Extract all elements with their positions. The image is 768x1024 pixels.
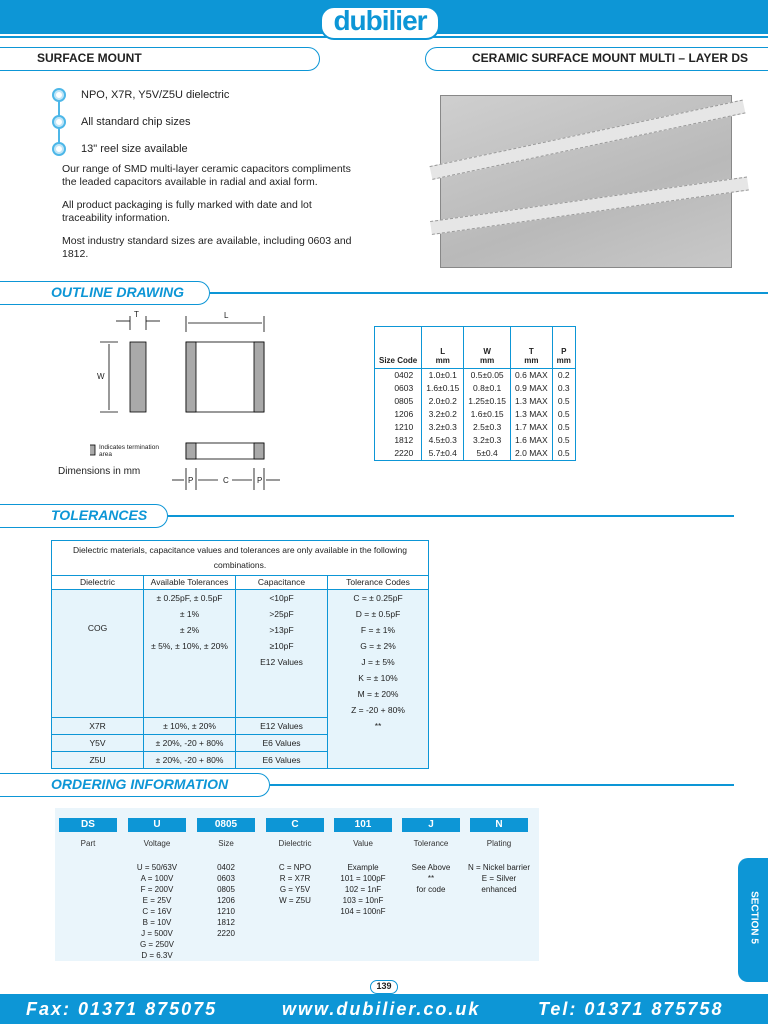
- tolerances-intro: Dielectric materials, capacitance values and tolerances are only available in the following combinations.: [72, 545, 408, 570]
- order-option: W = Z5U: [279, 896, 311, 905]
- order-option: 103 = 10nF: [342, 896, 384, 905]
- dimension-l-label: L: [224, 311, 229, 320]
- tolerances-section-title: TOLERANCES: [0, 504, 168, 528]
- dimension-t-label: T: [134, 310, 139, 319]
- order-code-box: 101: [334, 818, 392, 832]
- reel-tape-image: [430, 177, 749, 235]
- order-option: U = 50/63V: [136, 863, 178, 872]
- order-column: [395, 838, 467, 895]
- order-code-box: U: [128, 818, 186, 832]
- order-option: E = 25V: [142, 896, 172, 905]
- table-row: 0805 2.0±0.2 1.25±0.15 1.3 MAX 0.5: [375, 395, 576, 408]
- order-option: G = 250V: [139, 940, 175, 949]
- table-header: Tolerance Codes: [328, 576, 429, 590]
- section-tab-label: SECTION 5: [748, 891, 760, 944]
- order-option: E = Silver: [481, 874, 517, 883]
- table-header: L mm: [422, 327, 464, 369]
- table-header-row: [375, 327, 576, 369]
- order-option: enhanced: [481, 885, 517, 894]
- table-header: T mm: [511, 327, 553, 369]
- table-header: Available Tolerances: [144, 576, 236, 590]
- header-left-title: SURFACE MOUNT: [0, 47, 320, 71]
- table-header: W mm: [464, 327, 511, 369]
- order-option: B = 10V: [142, 918, 172, 927]
- bullet-item: NPO, X7R, Y5V/Z5U dielectric: [52, 86, 229, 113]
- footer-website: www.dubilier.co.uk: [282, 999, 481, 1019]
- brand-logo: dubilier: [320, 6, 440, 40]
- dimension-c-label: C: [223, 476, 229, 485]
- table-row: 1812 4.5±0.3 3.2±0.3 1.6 MAX 0.5: [375, 434, 576, 447]
- order-code-box: J: [402, 818, 460, 832]
- footer-fax: Fax: 01371 875075: [26, 999, 218, 1019]
- order-option: See Above: [411, 863, 451, 872]
- order-option: N = Nickel barrier: [467, 863, 530, 872]
- dimensions-table: [374, 326, 576, 461]
- bullet-item: 13" reel size available: [52, 140, 229, 167]
- order-option: 1812: [217, 918, 235, 927]
- section-rule: [270, 784, 734, 786]
- dimensions-note: Dimensions in mm: [58, 466, 141, 477]
- header-right-title: CERAMIC SURFACE MOUNT MULTI – LAYER DS: [425, 47, 768, 71]
- page-number: 139: [370, 980, 398, 994]
- table-header: Capacitance: [236, 576, 328, 590]
- order-option: for code: [416, 885, 446, 894]
- order-column: [259, 838, 331, 906]
- order-option: A = 100V: [140, 874, 174, 883]
- section-rule: [210, 292, 768, 294]
- order-code-box: N: [470, 818, 528, 832]
- traceability-paragraph: All product packaging is fully marked with date and lot traceability information.: [62, 199, 312, 224]
- order-code-box: C: [266, 818, 324, 832]
- bullet-dot-icon: [52, 115, 66, 129]
- dimension-p-label: P: [257, 476, 263, 485]
- order-caption: Size: [218, 839, 234, 848]
- bullet-dot-icon: [52, 88, 66, 102]
- intro-paragraph: Our range of SMD multi-layer ceramic capacitors compliments the leaded capacitors available in radial and axial form.: [62, 163, 351, 188]
- order-option: 1206: [217, 896, 235, 905]
- order-option: **: [427, 874, 435, 883]
- order-option: 2220: [217, 929, 235, 938]
- order-code-box: 0805: [197, 818, 255, 832]
- product-photo: [440, 95, 732, 268]
- tolerances-table: [51, 540, 429, 769]
- order-caption: Plating: [486, 839, 512, 848]
- table-row: 2220 5.7±0.4 5±0.4 2.0 MAX 0.5: [375, 447, 576, 461]
- table-row: Y5V ± 20%, -20 + 80% E6 Values: [52, 735, 429, 752]
- bullet-item: All standard chip sizes: [52, 113, 229, 140]
- footer-phone: Tel: 01371 875758: [538, 999, 724, 1019]
- table-row: Z5U ± 20%, -20 + 80% E6 Values: [52, 752, 429, 769]
- order-option: C = NPO: [278, 863, 312, 872]
- table-row: COG ± 0.25pF, ± 0.5pF ± 1% ± 2% ± 5%, ± 10%, ± 20% <10pF >25pF >13pF ≥10pF E12 Values C = ± 0.25pF D = ± 0.5pF F = ± 1% G = ± 2% J = ± 5% K = ± 10% M = ± 20% Z = -20 + 80% **: [52, 590, 429, 718]
- table-row: 1210 3.2±0.3 2.5±0.3 1.7 MAX 0.5: [375, 421, 576, 434]
- order-caption: Tolerance: [413, 839, 449, 848]
- order-option: 0805: [217, 885, 235, 894]
- table-header-row: [52, 576, 429, 590]
- order-option: 0603: [217, 874, 235, 883]
- order-column: [190, 838, 262, 939]
- sizes-paragraph: Most industry standard sizes are available, including 0603 and 1812.: [62, 235, 352, 260]
- order-caption: Dielectric: [278, 839, 312, 848]
- order-option: J = 500V: [141, 929, 173, 938]
- footer-bar: [0, 994, 768, 1024]
- order-caption: Voltage: [143, 839, 171, 848]
- order-option: R = X7R: [279, 874, 311, 883]
- table-row: 0603 1.6±0.15 0.8±0.1 0.9 MAX 0.3: [375, 382, 576, 395]
- order-option: Example: [347, 863, 379, 872]
- order-option: C = 16V: [142, 907, 172, 916]
- order-option: F = 200V: [140, 885, 174, 894]
- order-option: 101 = 100pF: [340, 874, 386, 883]
- order-caption: Part: [80, 839, 96, 848]
- order-option: 0402: [217, 863, 235, 872]
- table-row: 1206 3.2±0.2 1.6±0.15 1.3 MAX 0.5: [375, 408, 576, 421]
- table-header: Size Code: [379, 356, 418, 365]
- order-column: [121, 838, 193, 961]
- order-option: 104 = 100nF: [340, 907, 386, 916]
- order-option: 1210: [217, 907, 235, 916]
- dimension-p-label: P: [188, 476, 194, 485]
- table-header: P mm: [552, 327, 575, 369]
- ordering-section-title: ORDERING INFORMATION: [0, 773, 270, 797]
- termination-legend: Indicates termination area: [99, 444, 159, 458]
- bullet-dot-icon: [52, 142, 66, 156]
- order-caption: Value: [353, 839, 373, 848]
- order-option: D = 6.3V: [141, 951, 173, 960]
- order-option: G = Y5V: [279, 885, 311, 894]
- order-option: 102 = 1nF: [344, 885, 382, 894]
- dimension-w-label: W: [97, 372, 105, 381]
- table-row: X7R ± 10%, ± 20% E12 Values: [52, 718, 429, 735]
- order-column: [463, 838, 535, 895]
- table-row: 0402 1.0±0.1 0.5±0.05 0.6 MAX 0.2: [375, 369, 576, 383]
- outline-section-title: OUTLINE DRAWING: [0, 281, 210, 305]
- order-column: [52, 838, 124, 862]
- table-header: Dielectric: [52, 576, 144, 590]
- order-column: [327, 838, 399, 917]
- order-code-box: DS: [59, 818, 117, 832]
- feature-bullets: [52, 86, 229, 167]
- reel-tape-image: [430, 100, 746, 180]
- section-rule: [168, 515, 734, 517]
